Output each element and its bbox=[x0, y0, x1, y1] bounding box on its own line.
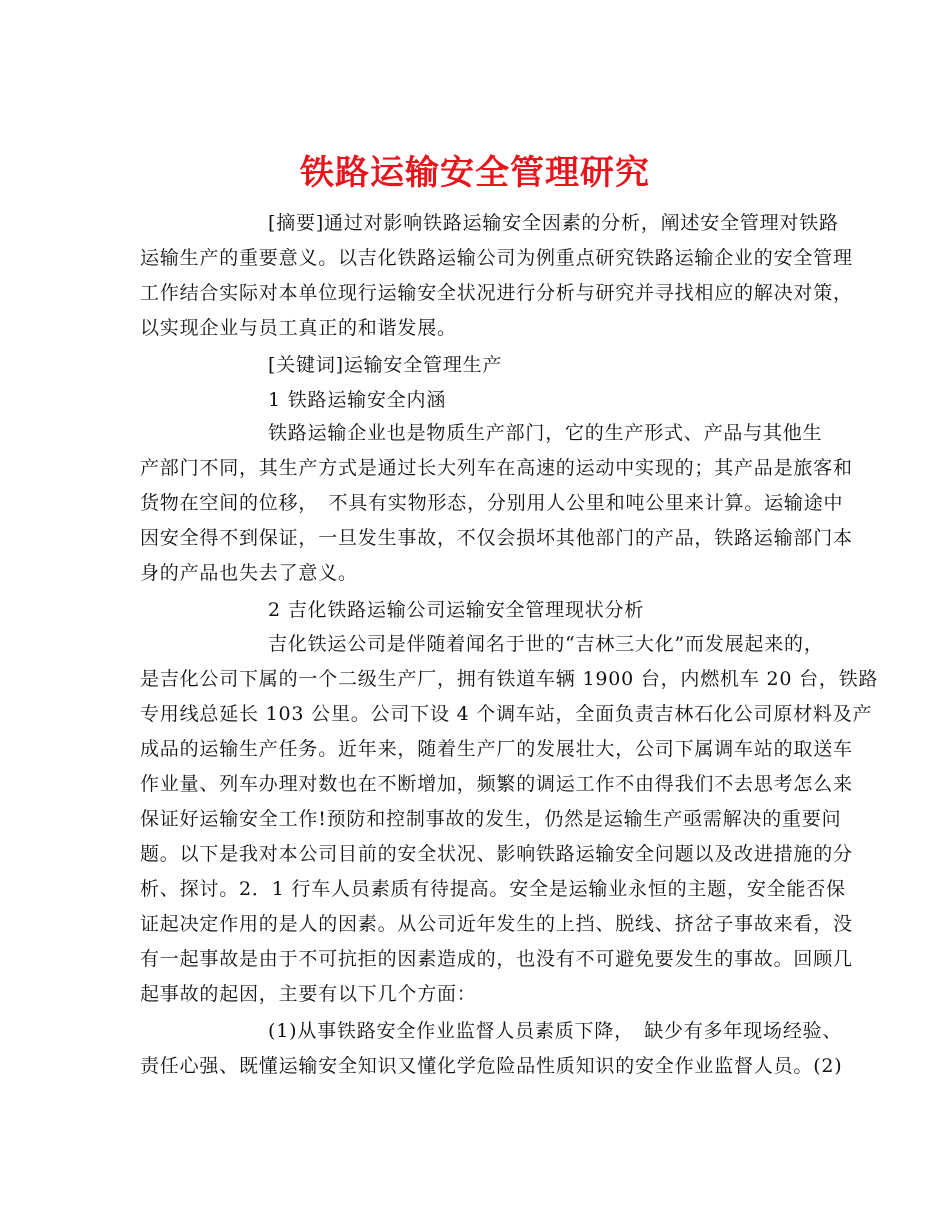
section-heading: 1 铁路运输安全内涵 bbox=[268, 389, 447, 411]
paragraph-line: 货物在空间的位移， 不具有实物形态，分别用人公里和吨公里来计算。运输途中 bbox=[140, 492, 844, 514]
paragraph-line: 成品的运输生产任务。近年来，随着生产厂的发展壮大，公司下属调车站的取送车 bbox=[140, 738, 853, 760]
paragraph-line: 产部门不同，其生产方式是通过长大列车在高速的运动中实现的；其产品是旅客和 bbox=[140, 457, 853, 479]
paragraph-line: 吉化铁运公司是伴随着闻名于世的“吉林三大化”而发展起来的， bbox=[268, 633, 824, 655]
paragraph-line: 责任心强、既懂运输安全知识又懂化学危险品性质知识的安全作业监督人员。(2) bbox=[140, 1055, 843, 1077]
section-heading: 2 吉化铁路运输公司运输安全管理现状分析 bbox=[268, 599, 645, 621]
paragraph-line: 析、探讨。2．1 行车人员素质有待提高。安全是运输业永恒的主题，安全能否保 bbox=[140, 878, 846, 900]
document-title: 铁路运输安全管理研究 bbox=[300, 152, 650, 193]
paragraph-line: 作业量、列车办理对数也在不断增加，频繁的调运工作不由得我们不去思考怎么来 bbox=[140, 773, 853, 795]
paragraph-line: 有一起事故是由于不可抗拒的因素造成的，也没有不可避免要发生的事故。回顾几 bbox=[140, 948, 853, 970]
paragraph-line: 证起决定作用的是人的因素。从公司近年发生的上挡、脱线、挤岔子事故来看，没 bbox=[140, 913, 853, 935]
paragraph-line: 因安全得不到保证，一旦发生事故，不仅会损坏其他部门的产品，铁路运输部门本 bbox=[140, 527, 853, 549]
paragraph-line: (1)从事铁路安全作业监督人员素质下降， 缺少有多年现场经验、 bbox=[268, 1020, 843, 1042]
abstract-line: [摘要]通过对影响铁路运输安全因素的分析，阐述安全管理对铁路 bbox=[268, 212, 839, 234]
abstract-line: 工作结合实际对本单位现行运输安全状况进行分析与研究并寻找相应的解决对策， bbox=[140, 282, 853, 304]
paragraph-line: 身的产品也失去了意义。 bbox=[140, 562, 358, 584]
paragraph-line: 保证好运输安全工作!预防和控制事故的发生，仍然是运输生产亟需解决的重要问 bbox=[140, 808, 842, 830]
keywords-line: [关键词]运输安全管理生产 bbox=[268, 354, 503, 376]
paragraph-line: 起事故的起因，主要有以下几个方面： bbox=[140, 983, 477, 1005]
paragraph-line: 专用线总延长 103 公里。公司下设 4 个调车站，全面负责吉林石化公司原材料及产 bbox=[140, 703, 873, 725]
paragraph-line: 是吉化公司下属的一个二级生产厂，拥有铁道车辆 1900 台，内燃机车 20 台，铁路 bbox=[140, 668, 879, 690]
paragraph-line: 题。以下是我对本公司目前的安全状况、影响铁路运输安全问题以及改进措施的分 bbox=[140, 843, 853, 865]
paragraph-line: 铁路运输企业也是物质生产部门，它的生产形式、产品与其他生 bbox=[268, 422, 823, 444]
abstract-line: 以实现企业与员工真正的和谐发展。 bbox=[140, 317, 457, 339]
abstract-line: 运输生产的重要意义。以吉化铁路运输公司为例重点研究铁路运输企业的安全管理 bbox=[140, 247, 853, 269]
